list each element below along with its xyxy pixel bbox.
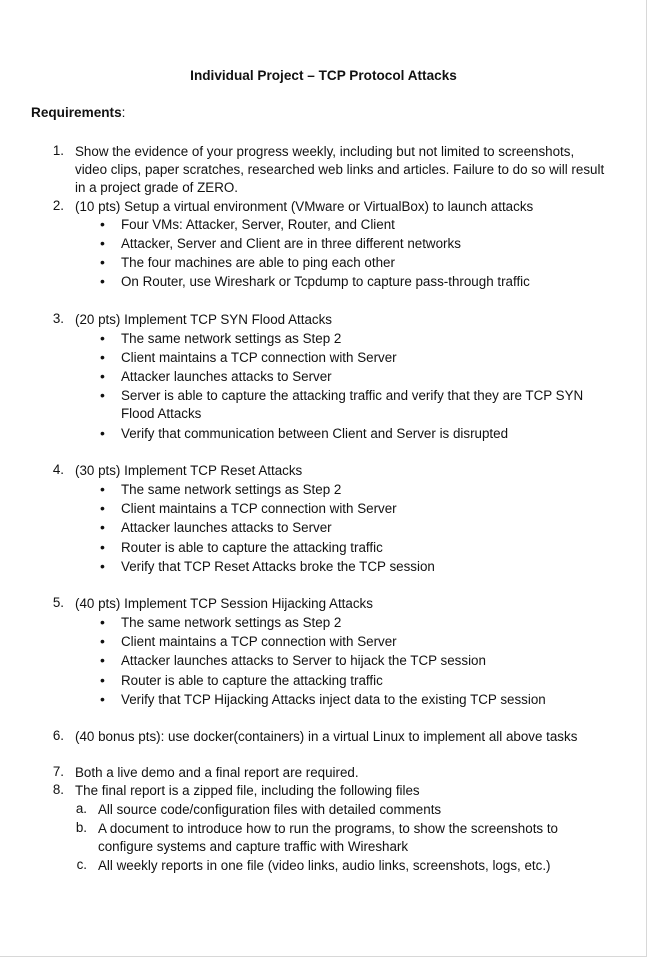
item-number: 2. (52, 198, 64, 213)
bullet-text: Server is able to capture the attacking traffic and verify that they are TCP SYN (121, 388, 584, 403)
bullet-icon: • (100, 330, 105, 346)
page-title: Individual Project – TCP Protocol Attacks (190, 68, 457, 83)
bullet-text: The same network settings as Step 2 (121, 331, 342, 346)
bullet-text: Client maintains a TCP connection with Server (121, 501, 397, 516)
bullet-text: Verify that communication between Client and Server is disrupted (121, 426, 509, 441)
bullet-text: Client maintains a TCP connection with Server (121, 634, 397, 649)
item-text: The final report is a zipped file, including the following files (75, 783, 420, 798)
bullet-text: The same network settings as Step 2 (121, 615, 342, 630)
item-number: 4. (52, 462, 64, 477)
bullet-icon: • (100, 425, 105, 441)
item-number: 3. (52, 311, 64, 326)
item-text: (40 bonus pts): use docker(containers) in a virtual Linux to implement all above tasks (75, 729, 578, 744)
bullet-text: Attacker launches attacks to Server (121, 369, 332, 384)
requirements-colon: : (121, 105, 126, 120)
bullet-icon: • (100, 500, 105, 516)
bullet-icon: • (100, 254, 105, 270)
item-text: Both a live demo and a final report are required. (75, 765, 359, 780)
item-number: 6. (52, 728, 64, 743)
bullet-icon: • (100, 368, 105, 384)
bullet-text: Verify that TCP Reset Attacks broke the TCP session (121, 559, 435, 574)
bullet-text: Four VMs: Attacker, Server, Router, and Client (121, 217, 395, 232)
item-text: (10 pts) Setup a virtual environment (VMware or VirtualBox) to launch attacks (75, 199, 534, 214)
item-text: video clips, paper scratches, researched web links and articles. Failure to do so will result (75, 162, 605, 177)
subitem-letter: a. (75, 801, 87, 816)
requirements-label: Requirements (31, 105, 122, 120)
bullet-text: Attacker launches attacks to Server (121, 520, 332, 535)
subitem-text: All weekly reports in one file (video links, audio links, screenshots, logs, etc.) (98, 858, 551, 873)
subitem-text: A document to introduce how to run the programs, to show the screenshots to (98, 821, 559, 836)
bullet-text: Client maintains a TCP connection with Server (121, 350, 397, 365)
item-text: in a project grade of ZERO. (75, 180, 238, 195)
bullet-icon: • (100, 539, 105, 555)
bullet-icon: • (100, 481, 105, 497)
bullet-icon: • (100, 349, 105, 365)
subitem-text: All source code/configuration files with detailed comments (98, 802, 442, 817)
bullet-icon: • (100, 652, 105, 668)
bullet-icon: • (100, 633, 105, 649)
bullet-text: The same network settings as Step 2 (121, 482, 342, 497)
subitem-letter: c. (76, 857, 87, 872)
bullet-icon: • (100, 235, 105, 251)
bullet-text: Router is able to capture the attacking traffic (121, 540, 383, 555)
subitem-letter: b. (75, 820, 87, 835)
bullet-icon: • (100, 387, 105, 403)
requirements-heading (31, 105, 125, 120)
subitem-text: configure systems and capture traffic with Wireshark (98, 839, 409, 854)
item-text: Show the evidence of your progress weekly, including but not limited to screenshots, (75, 144, 575, 159)
bullet-icon: • (100, 691, 105, 707)
item-text: (20 pts) Implement TCP SYN Flood Attacks (75, 312, 333, 327)
item-number: 8. (52, 782, 64, 797)
bullet-icon: • (100, 519, 105, 535)
bullet-text: Flood Attacks (121, 406, 202, 421)
bullet-icon: • (100, 672, 105, 688)
bullet-icon: • (100, 216, 105, 232)
item-text: (40 pts) Implement TCP Session Hijacking Attacks (75, 596, 373, 611)
bullet-text: Router is able to capture the attacking traffic (121, 673, 383, 688)
bullet-icon: • (100, 614, 105, 630)
bullet-text: Verify that TCP Hijacking Attacks inject data to the existing TCP session (121, 692, 546, 707)
bullet-text: Attacker launches attacks to Server to hijack the TCP session (121, 653, 486, 668)
bullet-icon: • (100, 273, 105, 289)
item-text: (30 pts) Implement TCP Reset Attacks (75, 463, 303, 478)
item-number: 1. (52, 143, 64, 158)
bullet-text: On Router, use Wireshark or Tcpdump to capture pass-through traffic (121, 274, 530, 289)
bullet-text: The four machines are able to ping each other (121, 255, 395, 270)
item-number: 5. (52, 595, 64, 610)
item-number: 7. (52, 764, 64, 779)
bullet-text: Attacker, Server and Client are in three different networks (121, 236, 461, 251)
bullet-icon: • (100, 558, 105, 574)
